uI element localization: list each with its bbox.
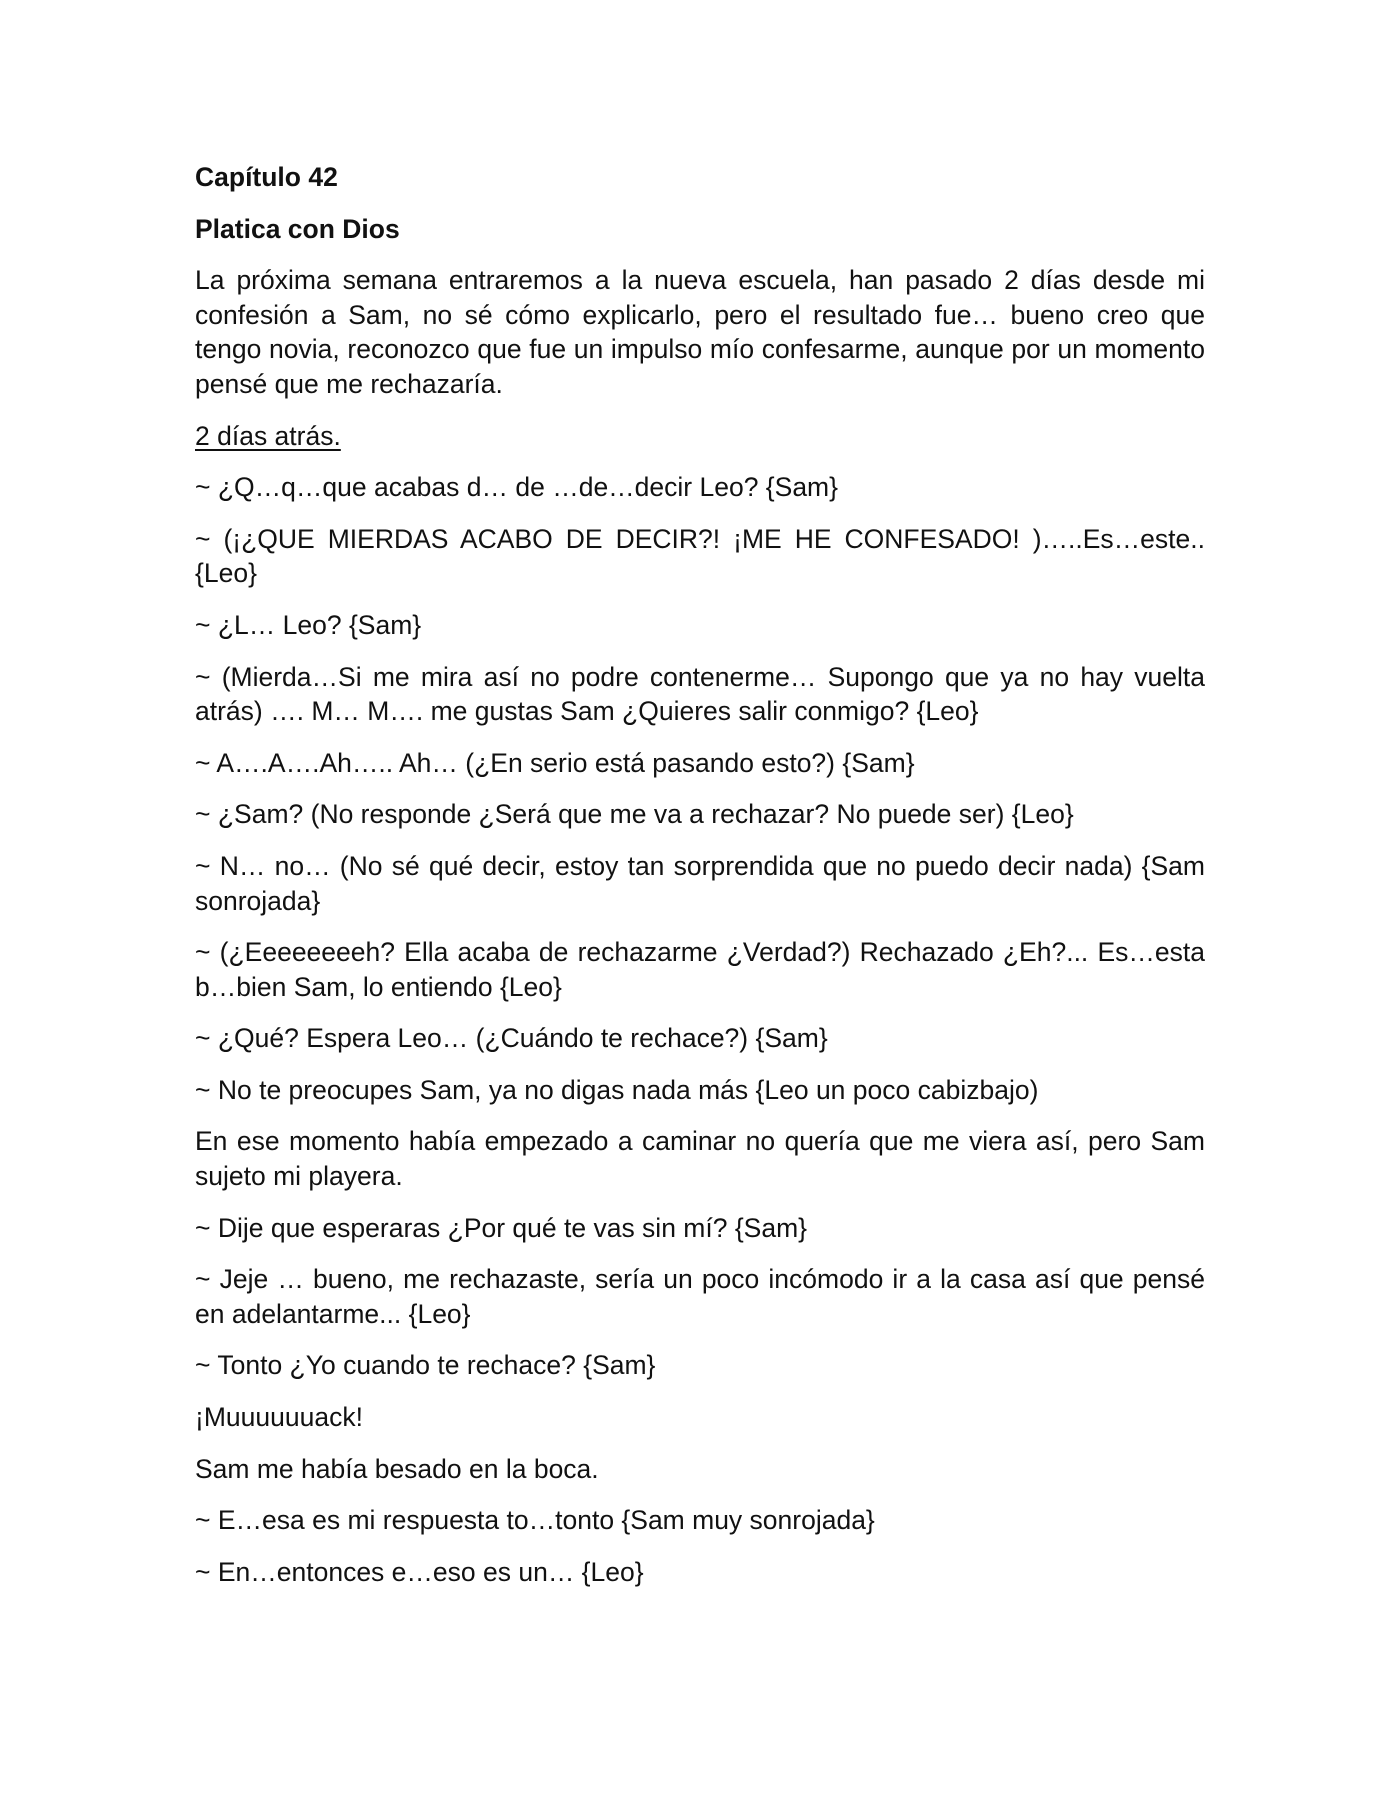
paragraph-intro: La próxima semana entraremos a la nueva escuela, han pasado 2 días desde mi confesión a Sam, no sé cómo explicarlo, pero el resultado fue… bueno creo que tengo novia, reconozco que fue un impulso mío confesarme, aunque por un momento pensé que me rechazaría. xyxy=(195,265,1205,399)
dialogue-line: ~ Tonto ¿Yo cuando te rechace? {Sam} xyxy=(195,1350,656,1381)
dialogue-line: ~ ¿Sam? (No responde ¿Será que me va a rechazar? No puede ser) {Leo} xyxy=(195,799,1074,830)
dialogue-line: ~ E…esa es mi respuesta to…tonto {Sam muy sonrojada} xyxy=(195,1505,875,1536)
dialogue-line: ~ Jeje … bueno, me rechazaste, sería un poco incómodo ir a la casa así que pensé en adelantarme... {Leo} xyxy=(195,1264,1205,1329)
document-page xyxy=(195,160,1205,1606)
dialogue-line: ~ Dije que esperaras ¿Por qué te vas sin mí? {Sam} xyxy=(195,1212,808,1243)
dialogue-line: ~ N… no… (No sé qué decir, estoy tan sorprendida que no puedo decir nada) {Sam sonrojada} xyxy=(195,850,1205,916)
dialogue-line: ~ ¿Q…q…que acabas d… de …de…decir Leo? {Sam} xyxy=(195,472,838,503)
narration-paragraph: Sam me había besado en la boca. xyxy=(195,1453,599,1484)
dialogue-line: ~ ¿Qué? Espera Leo… (¿Cuándo te rechace?) {Sam} xyxy=(195,1023,828,1054)
dialogue-line: ~ No te preocupes Sam, ya no digas nada más {Leo un poco cabizbajo) xyxy=(195,1074,1039,1105)
chapter-number: Capítulo 42 xyxy=(195,162,338,192)
dialogue-line: ~ A….A….Ah….. Ah… (¿En serio está pasando esto?) {Sam} xyxy=(195,747,915,778)
sound-effect: ¡Muuuuuuack! xyxy=(195,1402,363,1433)
dialogue-line: ~ (¡¿QUE MIERDAS ACABO DE DECIR?! ¡ME HE CONFESADO! )…..Es…este.. {Leo} xyxy=(195,523,1205,589)
dialogue-line: ~ En…entonces e…eso es un… {Leo} xyxy=(195,1556,644,1587)
dialogue-line: ~ ¿L… Leo? {Sam} xyxy=(195,609,422,640)
dialogue-line: ~ (Mierda…Si me mira así no podre contenerme… Supongo que ya no hay vuelta atrás) …. M… M…. me gustas Sam ¿Quieres salir conmigo? {Leo} xyxy=(195,661,1205,727)
flashback-heading: 2 días atrás. xyxy=(195,420,341,451)
dialogue-line: ~ (¿Eeeeeeeeh? Ella acaba de rechazarme ¿Verdad?) Rechazado ¿Eh?... Es…esta b…bien Sam, lo entiendo {Leo} xyxy=(195,937,1205,1002)
chapter-title: Platica con Dios xyxy=(195,213,400,244)
narration-paragraph: En ese momento había empezado a caminar no quería que me viera así, pero Sam sujeto mi playera. xyxy=(195,1126,1205,1192)
